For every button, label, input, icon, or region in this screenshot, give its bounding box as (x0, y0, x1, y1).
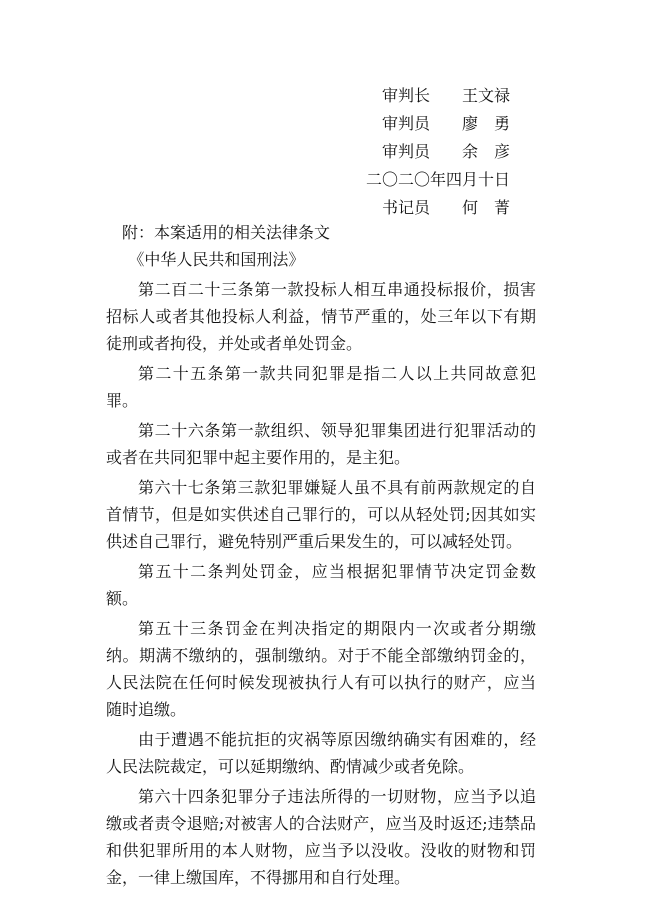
judgment-date (366, 170, 510, 190)
law-article-paragraph: 第五十二条判处罚金，应当根据犯罪情节决定罚金数额。 (106, 562, 536, 608)
judge-1-role: 审判员 (382, 114, 431, 133)
law-article-paragraph: 第二十六条第一款组织、领导犯罪集团进行犯罪活动的或者在共同犯罪中起主要作用的，是主犯。 (106, 421, 536, 467)
appendix-heading: 附：本案适用的相关法律条文 (122, 223, 331, 242)
judgment-date-text: 二〇二〇年四月十日 (366, 170, 511, 189)
judge-2-name: 余 彦 (462, 142, 511, 161)
law-article-paragraph: 第二百二十三条第一款投标人相互串通投标报价，损害招标人或者其他投标人利益，情节严重的，处三年以下有期徒刑或者拘役，并处或者单处罚金。 (106, 280, 536, 353)
presiding-judge-role: 审判长 (382, 86, 431, 105)
presiding-judge-name: 王文禄 (462, 86, 511, 105)
law-article-paragraph: 第五十三条罚金在判决指定的期限内一次或者分期缴纳。期满不缴纳的，强制缴纳。对于不能全部缴纳罚金的，人民法院在任何时候发现被执行人有可以执行的财产，应当随时追缴。 (106, 619, 536, 719)
law-article-paragraph: 第二十五条第一款共同犯罪是指二人以上共同故意犯罪。 (106, 364, 536, 410)
law-article-paragraph: 由于遭遇不能抗拒的灾祸等原因缴纳确实有困难的，经人民法院裁定，可以延期缴纳、酌情减少或者免除。 (106, 730, 536, 776)
clerk-name: 何 菁 (462, 198, 511, 217)
judge-1-name: 廖 勇 (462, 114, 511, 133)
appendix-section (106, 219, 536, 891)
judge-2-role: 审判员 (382, 142, 431, 161)
law-title: 《中华人民共和国刑法》 (128, 250, 305, 269)
clerk-role: 书记员 (382, 198, 431, 217)
law-article-paragraph: 第六十七条第三款犯罪嫌疑人虽不具有前两款规定的自首情节，但是如实供述自己罪行的，可以从轻处罚;因其如实供述自己罪行，避免特别严重后果发生的，可以减轻处罚。 (106, 478, 536, 551)
law-article-paragraph: 第六十四条犯罪分子违法所得的一切财物，应当予以追缴或者责令退赔;对被害人的合法财产，应当及时返还;违禁品和供犯罪所用的本人财物，应当予以没收。没收的财物和罚金，一律上缴国库，不得挪用和自行处理。 (106, 787, 536, 887)
